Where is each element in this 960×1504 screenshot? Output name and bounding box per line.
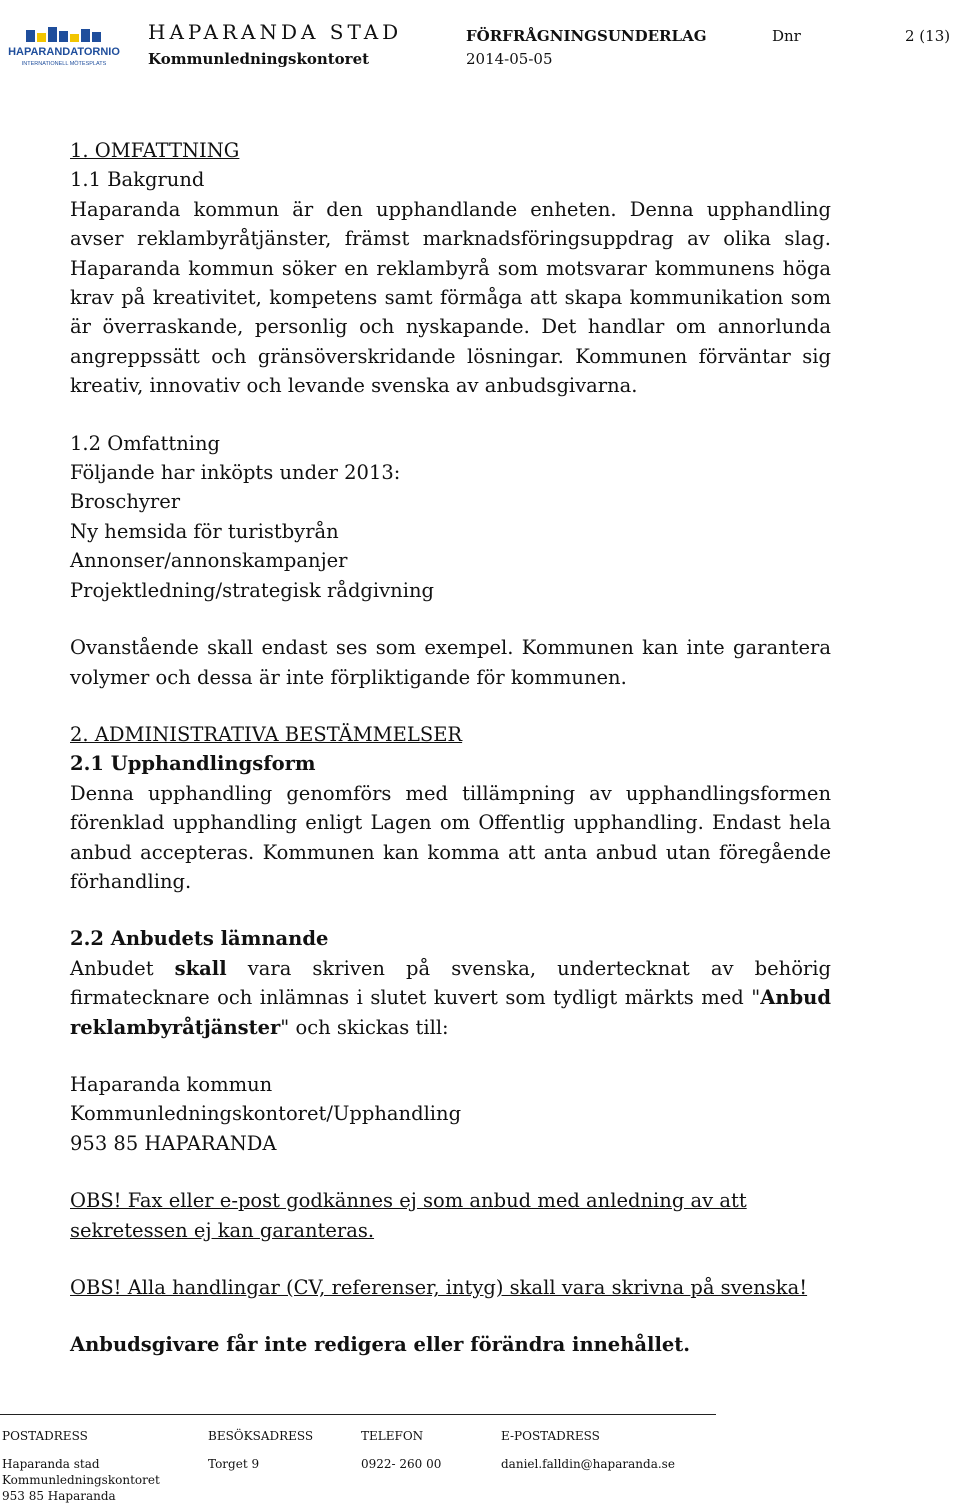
page-number: 2 (13) — [905, 27, 951, 45]
footer-label: E-POSTADRESS — [501, 1429, 600, 1443]
footer-epost: E-POSTADRESS daniel.falldin@haparanda.se — [501, 1429, 675, 1471]
section-2-2-text: Anbudet skall vara skriven på svenska, undertecknat av behörig firmatecknare och inlämnas i slutet kuvert som tydligt märkts med "Anbud reklambyråtjänster" och skickas till: — [70, 956, 831, 1039]
logo-subtext: INTERNATIONELL MÖTESPLATS — [21, 61, 107, 67]
organization-unit: Kommunledningskontoret — [148, 50, 370, 68]
organization-name: HAPARANDA STAD — [148, 20, 403, 44]
section-2-heading: 2. ADMINISTRATIVA BESTÄMMELSER — [70, 722, 463, 746]
section-1-2-note: Ovanstående skall endast ses som exempel. Kommunen kan inte garantera volymer och dessa är inte förpliktigande för kommunen. — [70, 636, 831, 689]
address-line: Haparanda kommun — [70, 1072, 273, 1096]
footer-label: BESÖKSADRESS — [208, 1429, 314, 1443]
footer-postadress: POSTADRESS Haparanda stad Kommunledningskontoret 953 85 Haparanda — [2, 1429, 160, 1503]
section-1-1-title: 1.1 Bakgrund — [70, 168, 205, 192]
footer-label: POSTADRESS — [2, 1429, 88, 1443]
final-note: Anbudsgivare får inte redigera eller förändra innehållet. — [70, 1333, 691, 1357]
logo-text: HAPARANDATORNIO — [8, 46, 120, 58]
haparandatornio-logo — [4, 24, 124, 70]
document-type: FÖRFRÅGNINGSUNDERLAG — [466, 27, 707, 45]
list-item: Annonser/annonskampanjer — [70, 549, 348, 573]
address-line: Kommunledningskontoret/Upphandling — [70, 1102, 462, 1126]
obs-note-fax: OBS! Fax eller e-post godkännes ej som anbud med anledning av att sekretessen ej kan garanteras. — [70, 1189, 747, 1242]
section-2-1-text: Denna upphandling genomförs med tillämpning av upphandlingsformen förenklad upphandling enligt Lagen om Offentlig upphandling. Endast hela anbud accepteras. Kommunen kan komma att anta anbud utan föregående förhandling. — [70, 781, 831, 893]
section-2-2-title: 2.2 Anbudets lämnande — [70, 927, 329, 951]
document-body — [70, 136, 831, 1360]
list-item: Broschyrer — [70, 490, 181, 514]
footer-divider — [0, 1414, 716, 1415]
list-item: Projektledning/strategisk rådgivning — [70, 578, 434, 602]
section-1-heading: 1. OMFATTNING — [70, 139, 240, 162]
footer-besoksadress: BESÖKSADRESS Torget 9 — [208, 1429, 314, 1471]
section-1-2-title: 1.2 Omfattning — [70, 431, 221, 455]
section-2-1-title: 2.1 Upphandlingsform — [70, 752, 316, 776]
list-item: Ny hemsida för turistbyrån — [70, 519, 339, 543]
obs-note-language: OBS! Alla handlingar (CV, referenser, intyg) skall vara skrivna på svenska! — [70, 1276, 808, 1299]
footer-telefon: TELEFON 0922- 260 00 — [361, 1429, 442, 1471]
dnr-label: Dnr — [772, 27, 801, 45]
footer-label: TELEFON — [361, 1429, 424, 1443]
section-1-2-intro: Följande har inköpts under 2013: — [70, 461, 401, 485]
address-line: 953 85 HAPARANDA — [70, 1131, 277, 1155]
document-date: 2014-05-05 — [466, 50, 553, 68]
section-1-1-text: Haparanda kommun är den upphandlande enheten. Denna upphandling avser reklambyråtjänster, främst marknadsföringsuppdrag av olika slag. Haparanda kommun söker en reklambyrå som motsvarar kommunens höga krav på kreativitet, kompetens samt förmåga att skapa kommunikation som är överraskande, personlig och nyskapande. Det handlar om annorlunda angreppssätt och gränsöverskridande lösningar. Kommunen förväntar sig kreativ, innovativ och levande svenska av anbudsgivarna. — [70, 197, 831, 398]
